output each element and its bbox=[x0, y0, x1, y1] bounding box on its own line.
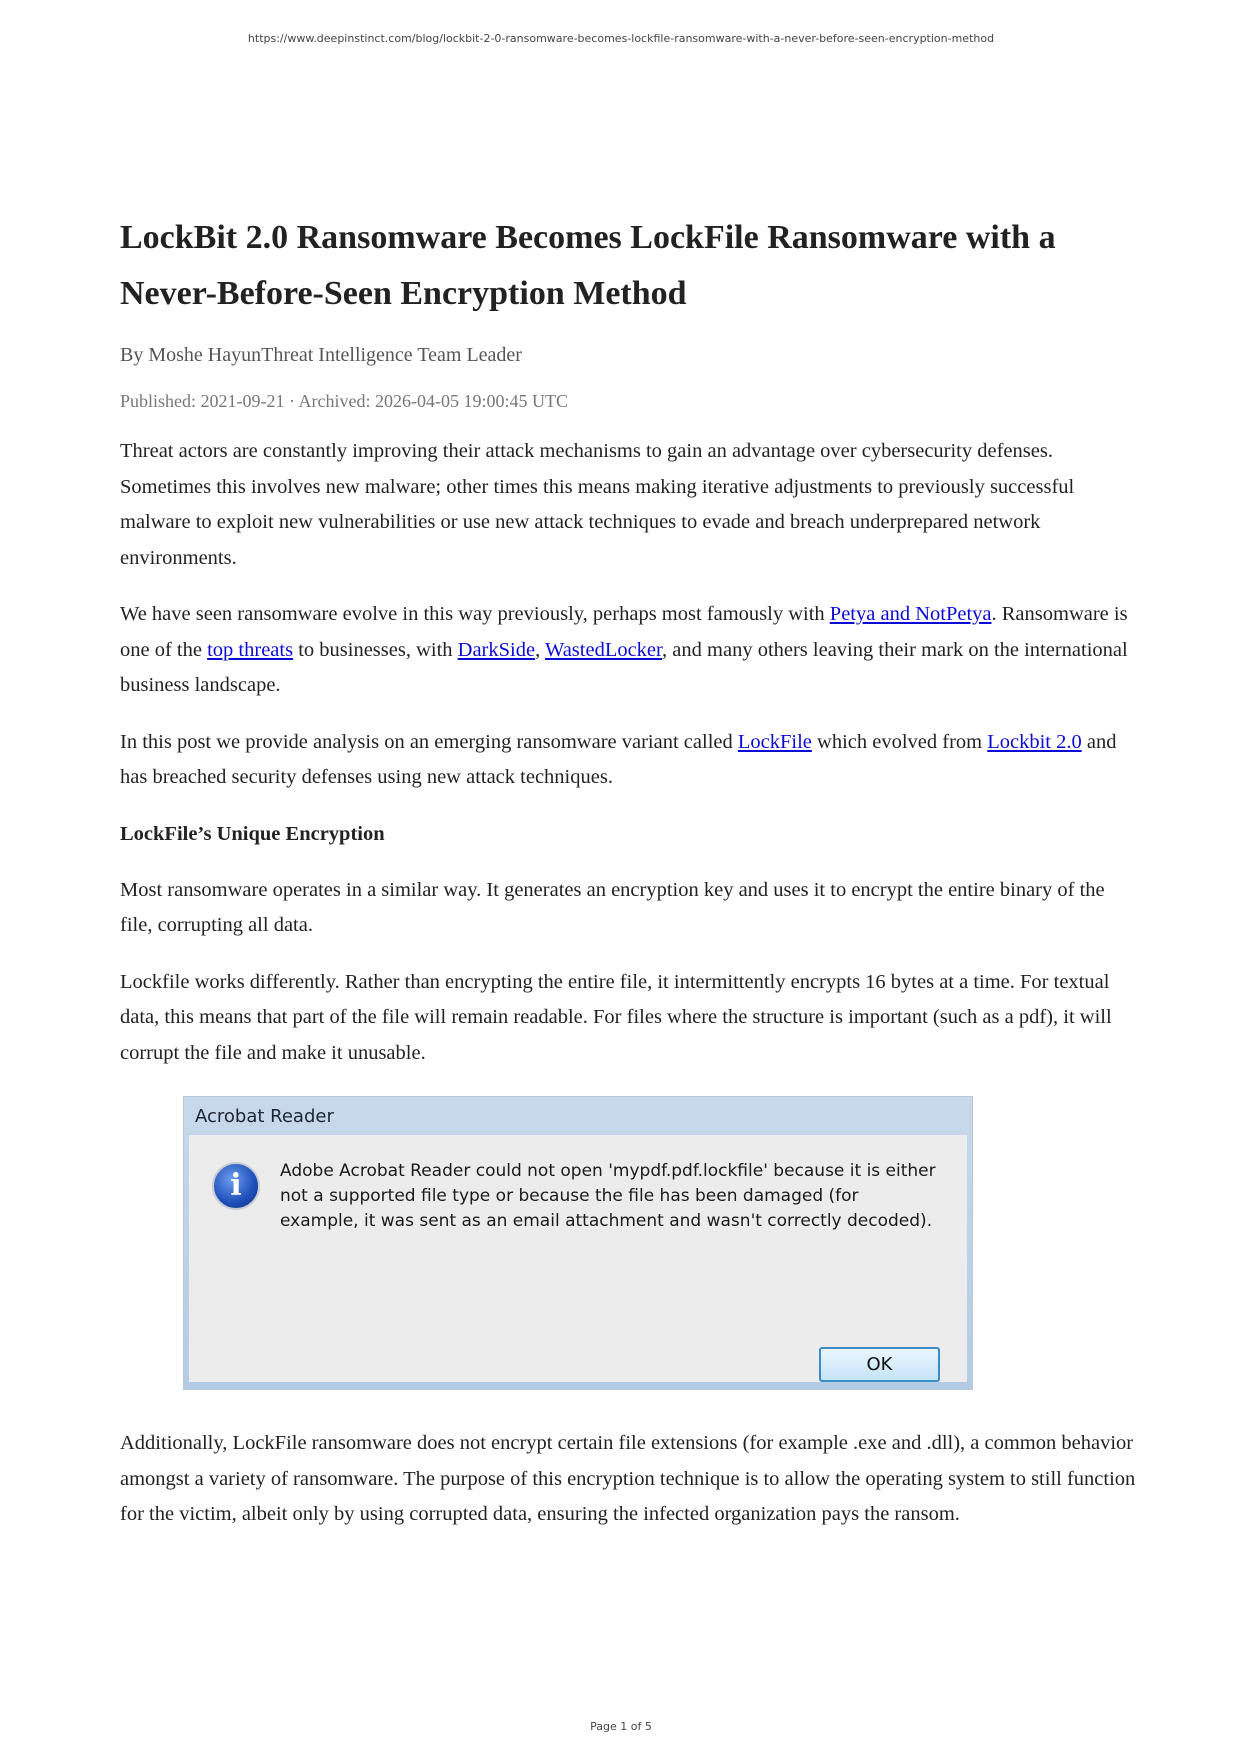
article-title: LockBit 2.0 Ransomware Becomes LockFile Ransomware with a Never-Before-Seen Encryption Method bbox=[120, 219, 1056, 312]
article bbox=[120, 210, 1136, 1533]
article-meta: Published: 2021-09-21 · Archived: 2026-04-05 19:00:45 UTC bbox=[120, 391, 568, 411]
paragraph-additionally: Additionally, LockFile ransomware does not encrypt certain file extensions (for example .exe and .dll), a common behavior amongst a variety of ransomware. The purpose of this encryption technique is to allow the operating system to still function for the victim, albeit only by using corrupted data, ensuring the infected organization pays the ransom. bbox=[120, 1432, 1136, 1525]
paragraph-intro: Threat actors are constantly improving their attack mechanisms to gain an advantage over cybersecurity defenses. Sometimes this involves new malware; other times this means making iterative adjustments to previously successful malware to exploit new vulnerabilities or use new attack techniques to evade and breach underprepared network environments. bbox=[120, 440, 1075, 569]
paragraph-most-ransomware: Most ransomware operates in a similar way. It generates an encryption key and uses it to encrypt the entire binary of the file, corrupting all data. bbox=[120, 878, 1105, 936]
paragraph-lockfile-works: Lockfile works differently. Rather than encrypting the entire file, it intermittently encrypts 16 bytes at a time. For textual data, this means that part of the file will remain readable. For files where the structure is important (such as a pdf), it will corrupt the file and make it unusable. bbox=[120, 970, 1112, 1064]
paragraph-evolution: We have seen ransomware evolve in this way previously, perhaps most famously with Petya and NotPetya. Ransomware is one of the top threats to businesses, with DarkSide, WastedLocker, and many others leaving their mark on the international business landscape. bbox=[120, 603, 1128, 696]
dialog-body bbox=[189, 1135, 967, 1382]
ok-button[interactable]: OK bbox=[819, 1347, 940, 1382]
link-lockfile[interactable]: LockFile bbox=[737, 730, 812, 753]
link-petya-notpetya[interactable]: Petya and NotPetya bbox=[829, 603, 992, 625]
link-darkside[interactable]: DarkSide bbox=[457, 638, 536, 661]
acrobat-error-dialog-screenshot bbox=[183, 1096, 973, 1390]
article-byline: By Moshe HayunThreat Intelligence Team Leader bbox=[120, 344, 522, 366]
dialog-title: Acrobat Reader bbox=[195, 1106, 334, 1127]
section-heading: LockFile’s Unique Encryption bbox=[120, 822, 385, 845]
link-lockbit-2[interactable]: Lockbit 2.0 bbox=[987, 730, 1082, 753]
info-icon: i bbox=[212, 1162, 260, 1210]
paragraph-analysis: In this post we provide analysis on an emerging ransomware variant called LockFile which evolved from Lockbit 2.0 and has breached security defenses using new attack techniques. bbox=[120, 730, 1117, 788]
dialog-message: Adobe Acrobat Reader could not open 'mypdf.pdf.lockfile' because it is either not a supported file type or because the file has been damaged (for example, it was sent as an email attachment and wasn't correctly decoded). bbox=[280, 1161, 936, 1231]
link-wastedlocker[interactable]: WastedLocker bbox=[544, 638, 663, 661]
page-url-header: https://www.deepinstinct.com/blog/lockbit-2-0-ransomware-becomes-lockfile-ransomware-with-a-never-before-seen-encryption-method bbox=[247, 32, 995, 45]
link-top-threats[interactable]: top threats bbox=[207, 638, 294, 661]
page-number: Page 1 of 5 bbox=[590, 1720, 652, 1733]
